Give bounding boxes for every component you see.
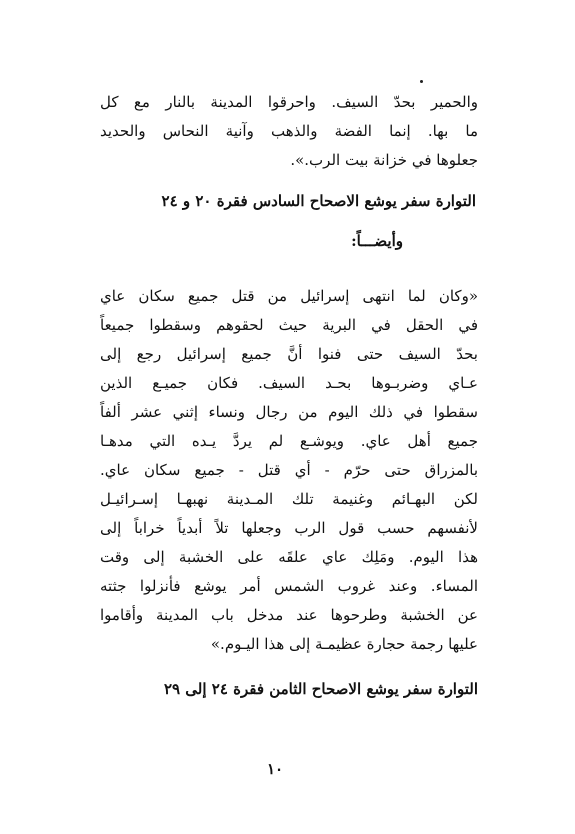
text-line: في الحقل في البرية حيث لحقوهم وسقطوا جميعاً (100, 316, 478, 334)
text-line: بالمزراق حتى حرّم - أي قتل - جميع سكان عاي. (100, 461, 478, 479)
text-line: المساء. وعند غروب الشمس أمر يوشع فأنزلوا جثته (100, 577, 478, 595)
text-line: عليها رجمة حجارة عظيمـة إلى هذا اليـوم.» (210, 635, 478, 653)
text-line: هذا اليوم. ومَلِك عاي علقَه على الخشبة إلى وقت (100, 548, 478, 566)
text-line: لأنفسهم حسب قول الرب وجعلها تلاً أبدياً خراباً إلى (100, 519, 478, 537)
text-line: سقطوا في ذلك اليوم من رجال ونساء إثني عشر ألفاً (100, 403, 478, 421)
text-line: بحدّ السيف حتى فنوا أنَّ جميع إسرائيل رجع إلى (100, 345, 478, 363)
quote-paragraph-main (100, 282, 478, 659)
reference-citation: التوارة سفر يوشع الاصحاح الثامن فقرة ٢٤ إلى ٢٩ (163, 680, 478, 698)
text-line: «وكان لما انتهى إسرائيل من قتل جميع سكان عاي (100, 287, 478, 305)
text-line: عـاي وضربـوها بحـد السيف. فكان جميـع الذين (100, 374, 478, 392)
page-number: ١٠ (266, 760, 284, 778)
quote-paragraph-top (100, 88, 478, 175)
text-line: عن الخشبة وطرحوها عند مدخل باب المدينة وأقاموا (100, 606, 478, 624)
text-line: والحمير بحدّ السيف. واحرقوا المدينة بالنار مع كل (100, 93, 478, 111)
speck-mark (420, 80, 423, 83)
text-line: جعلوها في خزانة بيت الرب.». (290, 151, 478, 169)
text-line: لكن البهـائم وغنيمة تلك المـدينة نهبهـا إسـرائيـل (100, 490, 478, 508)
text-line: جميع أهل عاي. ويوشـع لم يردَّ يـده التي مدهـا (100, 432, 478, 450)
also-heading: وأيضـــاً: (351, 232, 403, 250)
text-line: ما بها. إنما الفضة والذهب وآنية النحاس والحديد (100, 122, 478, 140)
reference-citation: التوارة سفر يوشع الاصحاح السادس فقرة ٢٠ و ٢٤ (161, 192, 476, 210)
